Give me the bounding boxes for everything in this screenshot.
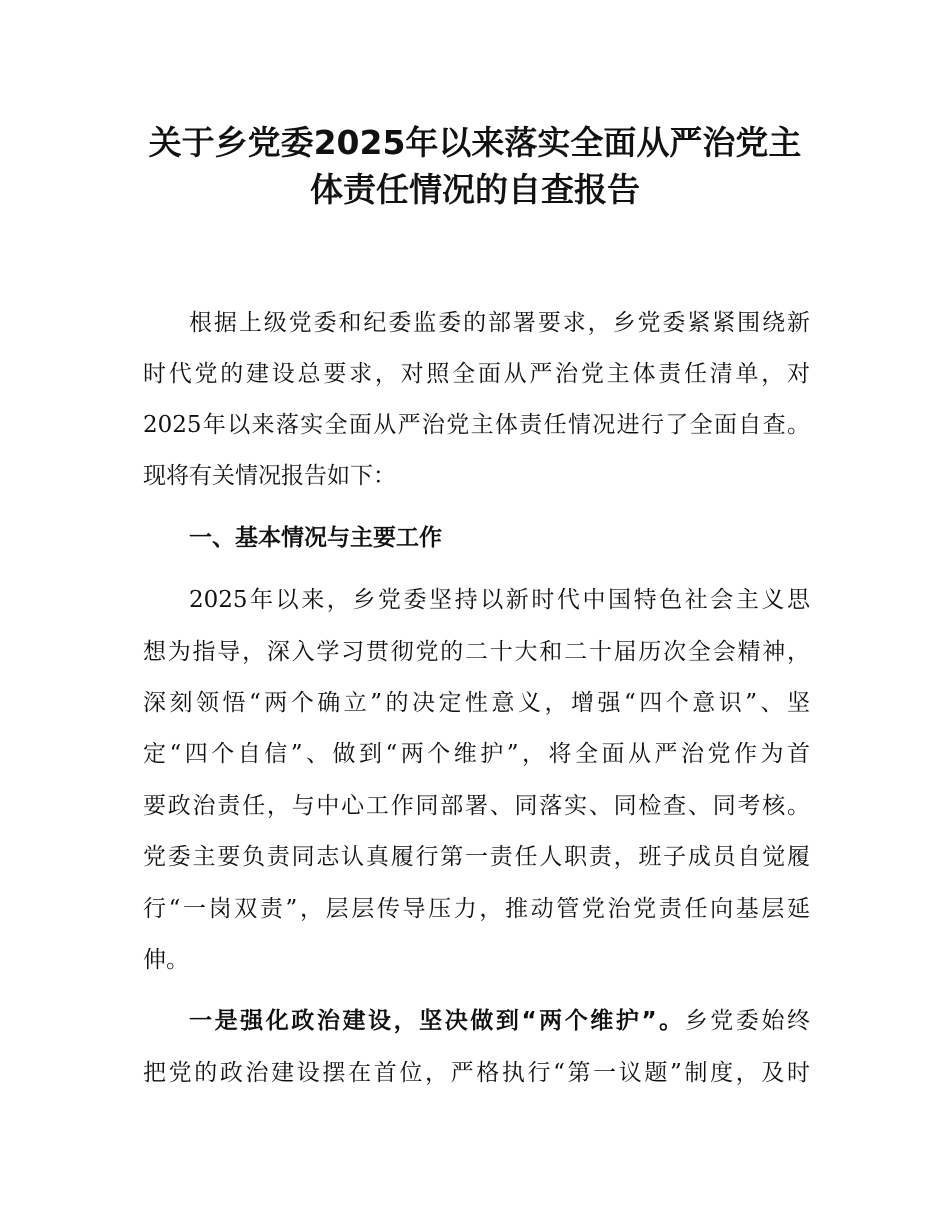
intro-line: 时代党的建设总要求，对照全面从严治党主体责任清单，对 [143,361,810,387]
body-line: 定“四个自信”、做到“两个维护”，将全面从严治党作为首 [143,741,810,767]
intro-line: 现将有关情况报告如下： [143,463,396,489]
section-heading: 一、基本情况与主要工作 [189,525,442,551]
body-line: 2025年以来，乡党委坚持以新时代中国特色社会主义思 [189,587,810,613]
body-line: 把党的政治建设摆在首位，严格执行“第一议题”制度，及时 [143,1060,810,1086]
body-line: 党委主要负责同志认真履行第一责任人职责，班子成员自觉履 [143,844,810,870]
intro-line: 根据上级党委和纪委监委的部署要求，乡党委紧紧围绕新 [189,310,810,336]
body-line: 行“一岗双责”，层层传导压力，推动管党治党责任向基层延 [143,896,810,922]
body-line: 伸。 [143,947,189,973]
point-1-line [189,1006,810,1036]
body-line: 想为指导，深入学习贯彻党的二十大和二十届历次全会精神， [143,639,810,665]
document-title-line-1: 关于乡党委2025年以来落实全面从严治党主 [148,123,802,162]
body-line: 要政治责任，与中心工作同部署、同落实、同检查、同考核。 [143,793,810,819]
document-title-line-2: 体责任情况的自查报告 [310,170,640,209]
intro-line: 2025年以来落实全面从严治党主体责任情况进行了全面自查。 [143,412,810,438]
body-line: 深刻领悟“两个确立”的决定性意义，增强“四个意识”、坚 [143,690,810,716]
point-1-bold-lead: 一是强化政治建设，坚决做到“两个维护”。 [189,1008,685,1034]
point-1-text: 乡党委始终 [684,1008,811,1034]
